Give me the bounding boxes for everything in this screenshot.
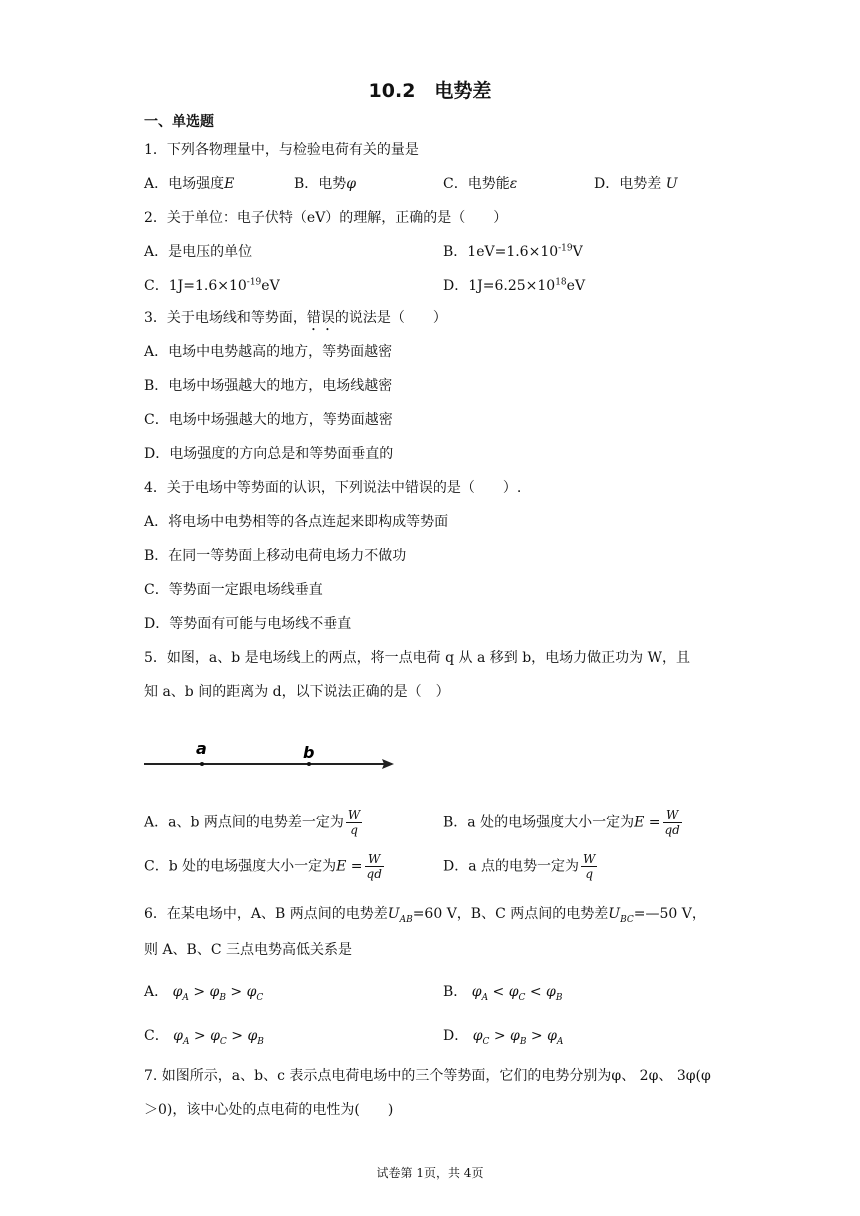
- math-expression: $\varphi_A > \varphi_C > \varphi_B$: [173, 1028, 264, 1047]
- question-4-stem: 4．关于电场中等势面的认识，下列说法中错误的是（ ）.: [144, 480, 522, 496]
- q6-option-b: B． $\varphi_A < \varphi_C < \varphi_B$: [443, 984, 563, 1003]
- question-3-stem: 3．关于电场线和等势面，错误的说法是（ ）: [144, 310, 447, 326]
- question-7-stem-line1: 7. 如图所示，a、b、c 表示点电荷电场中的三个等势面，它们的电势分别为φ、 2φ、 3φ(φ: [144, 1068, 711, 1084]
- fraction-w-over-q: $\frac{W}{q}$: [347, 808, 361, 837]
- q2-option-c: C．$1J=1.6\times 10^{-19}eV$: [144, 277, 280, 294]
- point-a-dot: [200, 762, 204, 766]
- question-6-stem-line2: 则 A、B、C 三点电势高低关系是: [144, 942, 353, 958]
- point-a-label: a: [196, 739, 207, 758]
- fraction-w-over-q: $\frac{W}{q}$: [583, 852, 596, 881]
- q5-option-d: D．a 点的电势一定为 $\frac{W}{q}$: [443, 852, 596, 881]
- math-expression: $\varphi_C > \varphi_B > \varphi_A$: [472, 1028, 564, 1047]
- q2-option-a: A．是电压的单位: [144, 244, 253, 260]
- emphasis-text: 错误: [306, 310, 335, 326]
- q6-option-d: D． $\varphi_C > \varphi_B > \varphi_A$: [443, 1028, 564, 1047]
- page-footer: 试卷第 1页，共 4页: [376, 1166, 484, 1180]
- math-expression: $\varphi_A > \varphi_B > \varphi_C$: [172, 984, 264, 1003]
- q2-option-b: B．$1eV=1.6\times 10^{-19}V$: [443, 243, 583, 260]
- q4-option-a: A．将电场中电势相等的各点连起来即构成等势面: [144, 514, 449, 530]
- electric-field-line-figure: [144, 736, 400, 776]
- q1-option-a: A．电场强度E: [144, 176, 235, 192]
- question-1-stem: 1．下列各物理量中，与检验电荷有关的量是: [144, 142, 419, 158]
- question-2-stem: 2．关于单位：电子伏特（eV）的理解，正确的是（ ）: [144, 210, 508, 226]
- q4-option-c: C．等势面一定跟电场线垂直: [144, 582, 323, 598]
- question-5-stem-line2: 知 a、b 间的距离为 d，以下说法正确的是（ ）: [144, 684, 450, 700]
- math-expression: $\varphi_A < \varphi_C < \varphi_B$: [471, 984, 563, 1003]
- point-b-dot: [307, 762, 311, 766]
- section-heading: 一、单选题: [144, 114, 214, 130]
- q1-option-c: C．电势能ε: [443, 176, 518, 192]
- q3-option-d: D．电场强度的方向总是和等势面垂直的: [144, 446, 394, 462]
- q1-option-b: B．电势φ: [294, 176, 357, 192]
- q4-option-d: D．等势面有可能与电场线不垂直: [144, 616, 352, 632]
- question-7-stem-line2: ＞0)，该中心处的点电荷的电性为( ): [144, 1102, 394, 1118]
- point-b-label: b: [303, 743, 315, 762]
- q3-option-b: B．电场中场强越大的地方，电场线越密: [144, 378, 393, 394]
- fraction-w-over-qd: $\frac{W}{qd}$: [664, 808, 680, 837]
- q5-option-c: C．b 处的电场强度大小一定为E = $\frac{W}{qd}$: [144, 852, 382, 881]
- fraction-w-over-qd: $\frac{W}{qd}$: [366, 852, 382, 881]
- q3-option-a: A．电场中电势越高的地方，等势面越密: [144, 344, 393, 360]
- q5-option-b: B．a 处的电场强度大小一定为E = $\frac{W}{qd}$: [443, 808, 680, 837]
- q6-option-a: A． $\varphi_A > \varphi_B > \varphi_C$: [144, 984, 264, 1003]
- q4-option-b: B．在同一等势面上移动电荷电场力不做功: [144, 548, 407, 564]
- q1-option-d: D．电势差 U: [594, 176, 678, 192]
- question-6-stem-line1: 6．在某电场中，A、B 两点间的电势差$U_{AB}=60$ V，B、C 两点间的电势差$U_{BC}=—50$ V，: [144, 906, 706, 925]
- q2-option-d: D．$1J=6.25\times 10^{18}eV$: [443, 277, 586, 294]
- q5-option-a: A．a、b 两点间的电势差一定为 $\frac{W}{q}$: [144, 808, 361, 837]
- question-5-stem-line1: 5．如图，a、b 是电场线上的两点，将一点电荷 q 从 a 移到 b，电场力做正功为 W，且: [144, 650, 691, 666]
- page-title: 10.2 电势差: [368, 80, 492, 102]
- q6-option-c: C． $\varphi_A > \varphi_C > \varphi_B$: [144, 1028, 264, 1047]
- q3-option-c: C．电场中场强越大的地方，等势面越密: [144, 412, 393, 428]
